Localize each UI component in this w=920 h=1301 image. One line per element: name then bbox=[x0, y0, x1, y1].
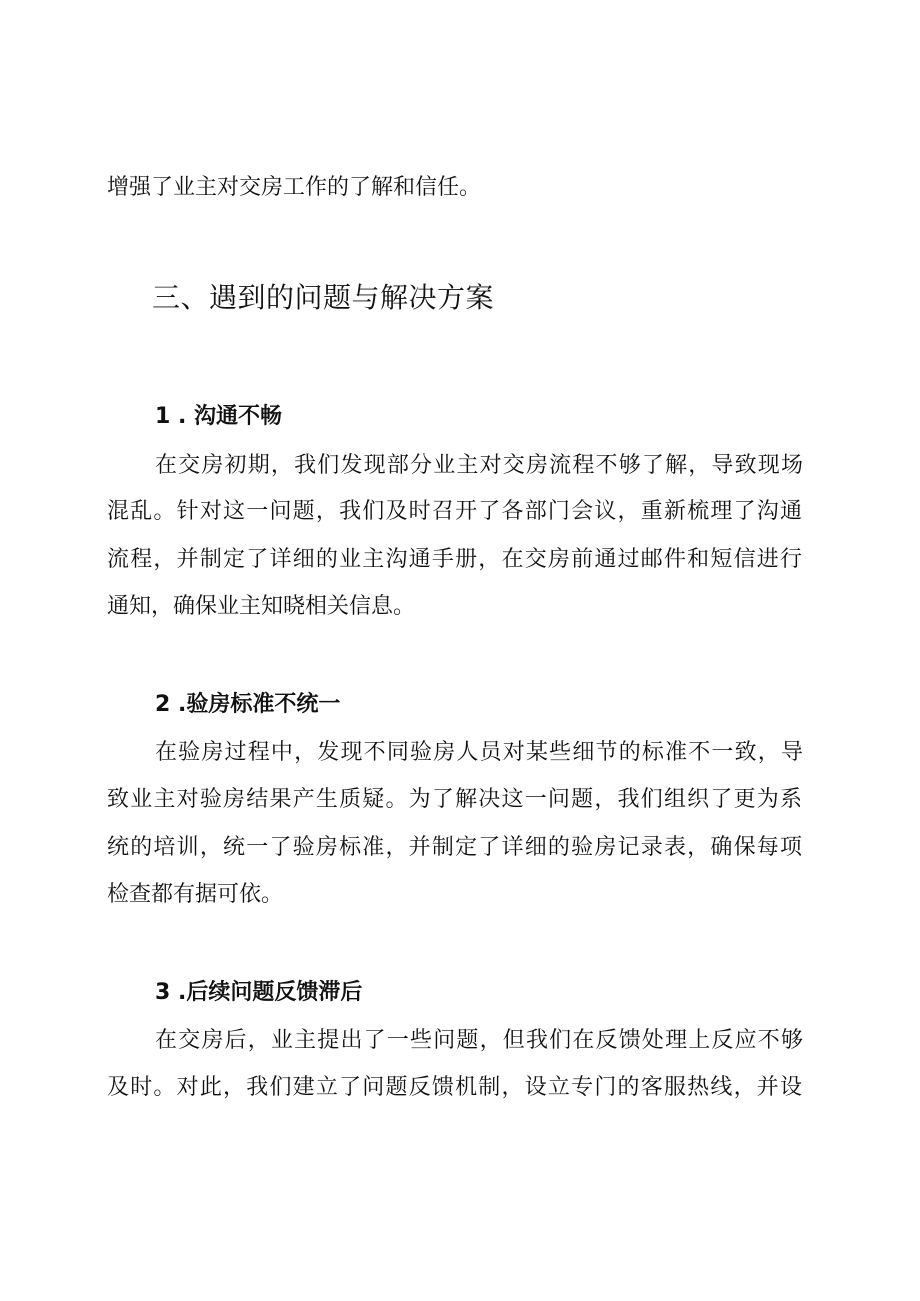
item-2-line-1: 在验房过程中，发现不同验房人员对某些细节的标准不一致，导 bbox=[155, 740, 803, 765]
item-1-line-1: 在交房初期，我们发现部分业主对交房流程不够了解，导致现场 bbox=[155, 453, 803, 478]
item-1-heading: 1 . 沟通不畅 bbox=[155, 404, 282, 429]
item-3-line-2: 及时。对此，我们建立了问题反馈机制，设立专门的客服热线，并设 bbox=[107, 1075, 802, 1100]
intro-tail-line: 增强了业主对交房工作的了解和信任。 bbox=[107, 175, 482, 200]
item-2-line-3: 统的培训，统一了验房标准，并制定了详细的验房记录表，确保每项 bbox=[107, 835, 802, 860]
item-1-line-3: 流程，并制定了详细的业主沟通手册，在交房前通过邮件和短信进行 bbox=[107, 547, 802, 572]
item-1-line-4: 通知，确保业主知晓相关信息。 bbox=[107, 594, 416, 619]
item-2-line-2: 致业主对验房结果产生质疑。为了解决这一问题，我们组织了更为系 bbox=[107, 787, 802, 812]
item-2-line-4: 检查都有据可依。 bbox=[107, 882, 284, 907]
item-1-line-2: 混乱。针对这一问题，我们及时召开了各部门会议，重新梳理了沟通 bbox=[107, 499, 802, 524]
item-3-line-1: 在交房后，业主提出了一些问题，但我们在反馈处理上反应不够 bbox=[155, 1028, 803, 1053]
item-3-heading: 3 .后续问题反馈滞后 bbox=[155, 980, 363, 1005]
item-2-heading: 2 .验房标准不统一 bbox=[155, 692, 341, 717]
section-title: 三、遇到的问题与解决方案 bbox=[152, 281, 495, 314]
